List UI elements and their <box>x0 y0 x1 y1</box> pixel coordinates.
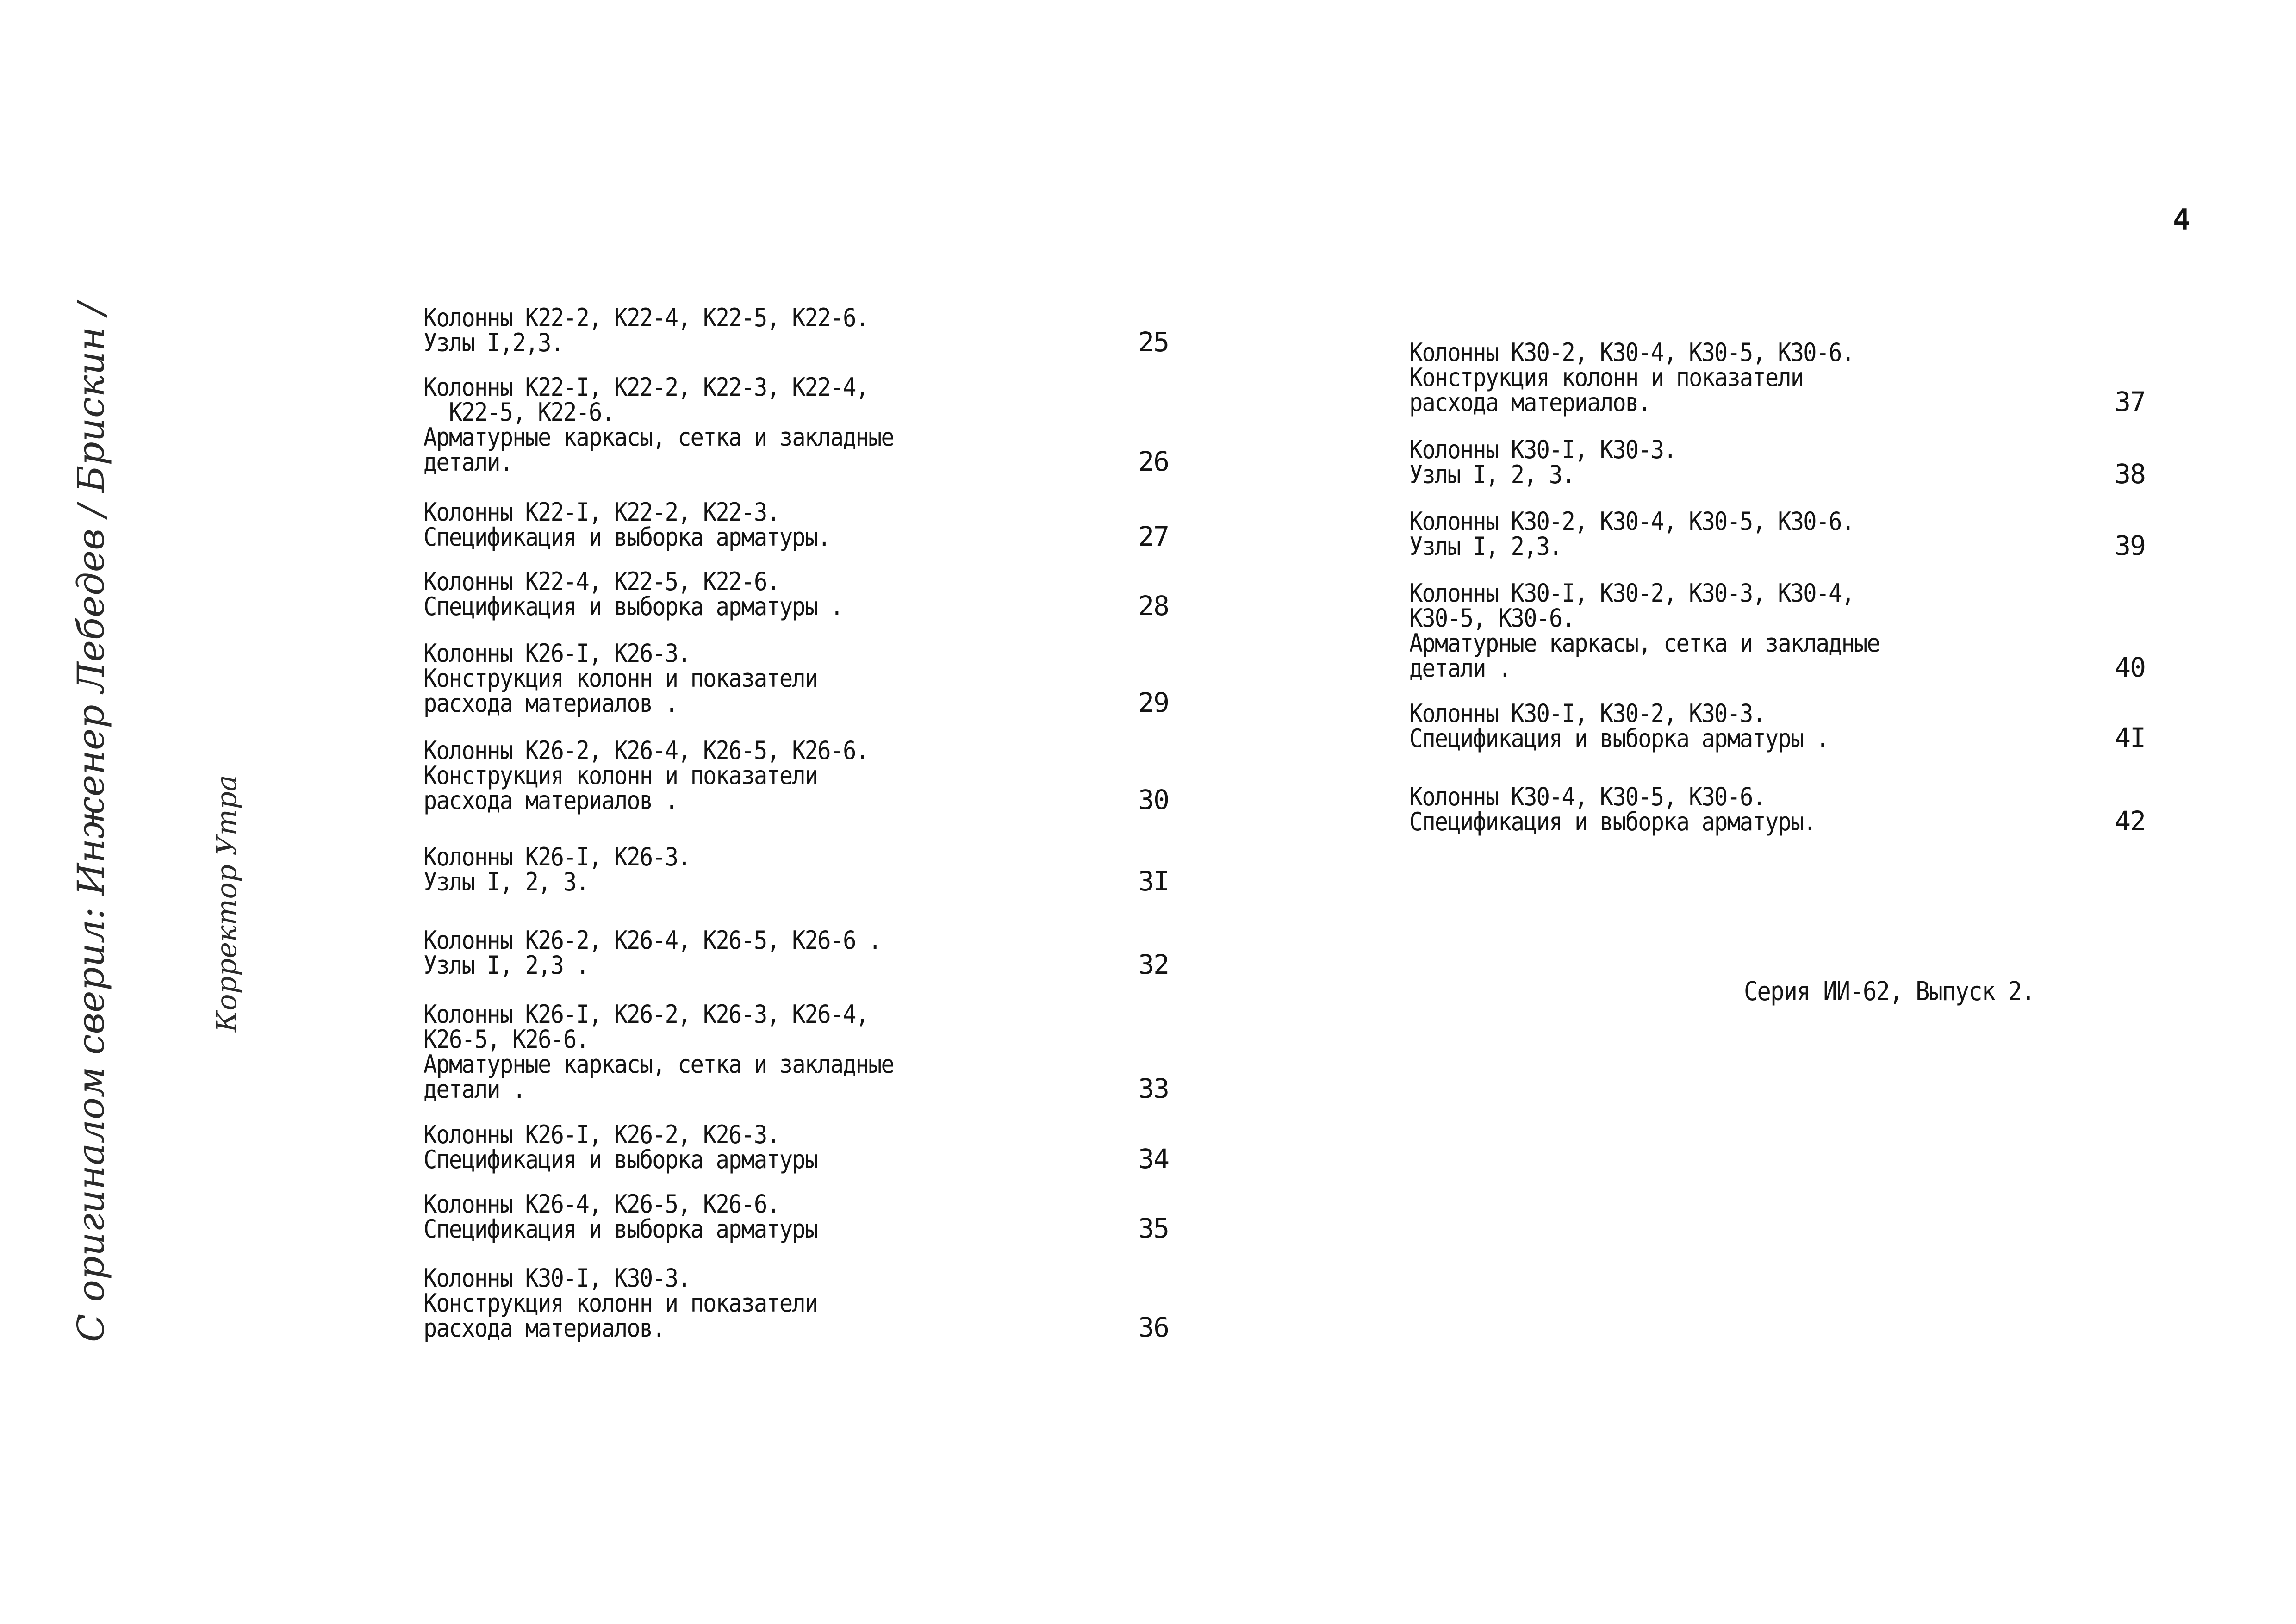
toc-entry-page-number: 3I <box>1138 865 1169 897</box>
toc-entry-title: Колонны К26-2, К26-4, К26-5, К26-6. <box>423 736 869 765</box>
toc-entry <box>423 1002 1178 1102</box>
toc-entry <box>423 375 1178 475</box>
toc-entry-title: Колонны К26-4, К26-5, К26-6. <box>423 1189 779 1219</box>
toc-entry-page-number: 26 <box>1138 446 1169 477</box>
toc-entry-line: К22-5, К22-6. <box>423 398 614 427</box>
toc-entry <box>423 928 1178 978</box>
toc-entry-title: Колонны К22-4, К22-5, К22-6. <box>423 567 779 596</box>
toc-entry-line: Спецификация и выборка арматуры. <box>423 523 830 552</box>
toc-entry <box>1409 701 2145 751</box>
toc-entry-line: К30-5, К30-6. <box>1409 604 1574 633</box>
toc-entry-title: Колонны К22-I, К22-2, К22-3, К22-4, <box>423 373 869 402</box>
toc-entry-line: Конструкция колонн и показатели <box>1409 363 1804 392</box>
toc-entry-page-number: 35 <box>1138 1213 1169 1244</box>
toc-entry-page-number: 30 <box>1138 784 1169 815</box>
toc-entry-line: Узлы I, 2,3. <box>1409 532 1562 561</box>
toc-entry-line: расхода материалов. <box>423 1313 665 1343</box>
toc-entry-page-number: 28 <box>1138 590 1169 622</box>
toc-entry-title: Колонны К22-2, К22-4, К22-5, К22-6. <box>423 303 869 332</box>
toc-entry-page-number: 4I <box>2115 722 2145 753</box>
toc-entry <box>1409 435 2145 490</box>
toc-entry-line: расхода материалов . <box>423 689 678 718</box>
toc-entry-page-number: 25 <box>1138 326 1169 358</box>
toc-entry-line: Спецификация и выборка арматуры <box>423 1145 818 1174</box>
toc-entry-title: Колонны К26-I, К26-3. <box>423 639 691 668</box>
toc-entry-page-number: 42 <box>2115 805 2145 837</box>
handwritten-corrector-note: Корректор Утра <box>211 775 243 1032</box>
toc-entry-page-number: 27 <box>1138 521 1169 552</box>
toc-entry-line: Арматурные каркасы, сетка и закладные <box>423 1050 894 1079</box>
toc-entry <box>423 738 1178 813</box>
toc-entry-line: расхода материалов. <box>1409 388 1651 417</box>
toc-entry-line: Конструкция колонн и показатели <box>423 1288 818 1318</box>
toc-entry-page-number: 37 <box>2115 386 2145 417</box>
toc-entry-line: Спецификация и выборка арматуры <box>423 1214 818 1244</box>
toc-entry-title: Колонны К26-I, К26-2, К26-3. <box>423 1120 779 1149</box>
toc-entry <box>1409 340 2145 415</box>
toc-entry-line: Конструкция колонн и показатели <box>423 761 818 790</box>
series-label: Серия ИИ-62, Выпуск 2. <box>1744 977 2035 1007</box>
toc-entry-line: Узлы I,2,3. <box>423 328 564 357</box>
toc-entry-line: детали . <box>1409 653 1511 683</box>
toc-entry-line: Узлы I, 2, 3. <box>423 867 589 896</box>
toc-entry-line: К26-5, К26-6. <box>423 1025 589 1054</box>
toc-entry-line: детали. <box>423 448 513 477</box>
toc-entry-title: Колонны К30-I, К30-2, К30-3. <box>1409 699 1765 728</box>
toc-entry-line: расхода материалов . <box>423 786 678 815</box>
toc-entry-page-number: 39 <box>2115 530 2145 561</box>
toc-entry-line: Конструкция колонн и показатели <box>423 664 818 693</box>
toc-entry-line: Спецификация и выборка арматуры. <box>1409 807 1816 836</box>
toc-entry-line: Спецификация и выборка арматуры . <box>1409 724 1829 753</box>
toc-entry-line: Арматурные каркасы, сетка и закладные <box>423 423 894 452</box>
toc-entry-page-number: 33 <box>1138 1073 1169 1104</box>
handwritten-verification-note: С оригиналом сверил: Инженер Лебедев / Брискин / <box>69 302 112 1342</box>
toc-entry-page-number: 32 <box>1138 949 1169 980</box>
toc-entry-title: Колонны К30-2, К30-4, К30-5, К30-6. <box>1409 507 1854 536</box>
toc-entry <box>423 303 1178 358</box>
toc-entry <box>423 567 1178 622</box>
toc-entry-title: Колонны К30-I, К30-3. <box>423 1263 691 1293</box>
toc-entry-title: Колонны К26-I, К26-3. <box>423 842 691 871</box>
toc-entry <box>423 1189 1178 1244</box>
toc-entry-line: Узлы I, 2, 3. <box>1409 460 1574 489</box>
toc-entry <box>1409 782 2145 837</box>
toc-entry <box>423 1120 1178 1175</box>
toc-entry-title: Колонны К30-2, К30-4, К30-5, К30-6. <box>1409 338 1854 367</box>
toc-entry-page-number: 40 <box>2115 652 2145 683</box>
toc-entry <box>423 1263 1178 1343</box>
toc-entry-page-number: 36 <box>1138 1312 1169 1343</box>
toc-entry-line: Узлы I, 2,3 . <box>423 951 589 980</box>
toc-entry-title: Колонны К26-I, К26-2, К26-3, К26-4, <box>423 1000 869 1029</box>
toc-entry <box>423 500 1178 550</box>
toc-entry-title: Колонны К30-I, К30-2, К30-3, К30-4, <box>1409 579 1854 608</box>
toc-entry-page-number: 29 <box>1138 687 1169 718</box>
toc-entry-title: Колонны К26-2, К26-4, К26-5, К26-6 . <box>423 926 881 955</box>
toc-entry-title: Колонны К22-I, К22-2, К22-3. <box>423 498 779 527</box>
toc-entry <box>1409 581 2145 681</box>
toc-entry-title: Колонны К30-I, К30-3. <box>1409 435 1676 464</box>
toc-entry <box>1409 509 2145 559</box>
toc-entry-line: Арматурные каркасы, сетка и закладные <box>1409 628 1880 658</box>
toc-entry-line: детали . <box>423 1075 525 1104</box>
toc-entry <box>423 641 1178 716</box>
page-number: 4 <box>2173 203 2190 236</box>
toc-entry-title: Колонны К30-4, К30-5, К30-6. <box>1409 782 1765 811</box>
toc-entry-page-number: 34 <box>1138 1143 1169 1175</box>
toc-entry <box>423 842 1178 897</box>
toc-entry-line: Спецификация и выборка арматуры . <box>423 592 843 621</box>
toc-entry-page-number: 38 <box>2115 458 2145 490</box>
